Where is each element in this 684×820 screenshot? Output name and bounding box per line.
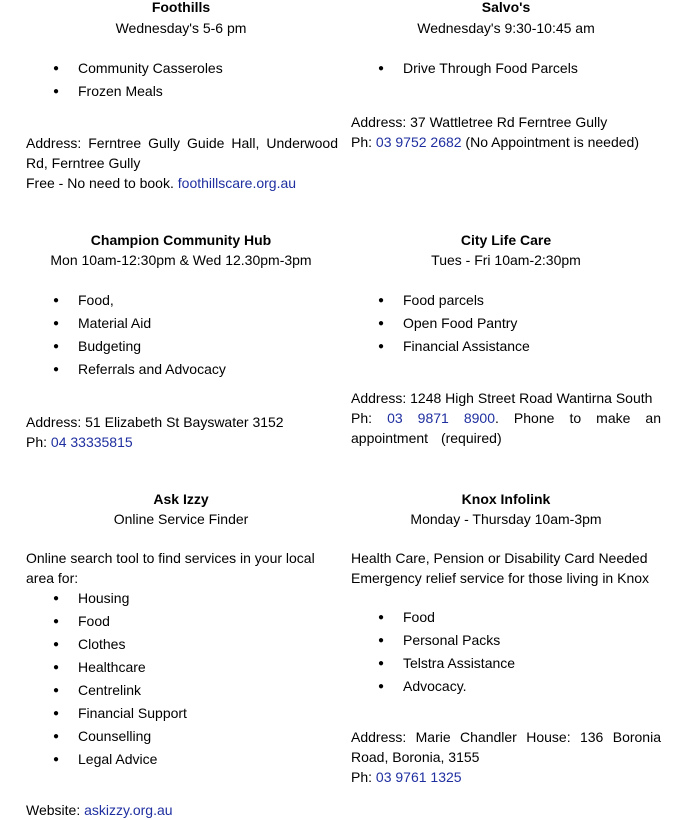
knox-phone-line xyxy=(351,767,661,787)
foothills-booking-note xyxy=(26,173,338,193)
foothills-title: Foothills xyxy=(151,0,211,15)
champion-title: Champion Community Hub xyxy=(90,232,272,248)
citylife-address: Address: 1248 High Street Road Wantirna South xyxy=(351,390,653,406)
salvos-title: Salvo's xyxy=(481,0,531,15)
list-item: ● Advocacy. xyxy=(351,675,661,698)
salvos-phone-label: Ph: xyxy=(351,134,376,150)
list-item: ● Drive Through Food Parcels xyxy=(351,57,661,80)
knox-eligibility: Emergency relief service for those living in Knox xyxy=(351,570,650,586)
citylife-phone-link[interactable]: 03 9871 8900 xyxy=(387,410,495,426)
list-item: ● Community Casseroles xyxy=(26,57,336,80)
knox-services-list xyxy=(351,606,661,698)
list-item: ● Counselling xyxy=(26,725,336,748)
list-item: ● Material Aid xyxy=(26,312,336,335)
salvos-address: Address: 37 Wattletree Rd Ferntree Gully xyxy=(351,114,608,130)
citylife-hours: Tues - Fri 10am-2:30pm xyxy=(431,252,581,268)
askizzy-services-list xyxy=(26,587,336,771)
champion-services-list xyxy=(26,289,336,381)
list-item: ● Financial Assistance xyxy=(351,335,661,358)
champion-phone-link[interactable]: 04 33335815 xyxy=(50,434,133,450)
foothills-note-text: Free - No need to book. xyxy=(26,175,178,191)
champion-hours: Mon 10am-12:30pm & Wed 12.30pm-3pm xyxy=(50,252,312,268)
citylife-services-list xyxy=(351,289,661,358)
list-item: ● Food, xyxy=(26,289,336,312)
askizzy-subtitle: Online Service Finder xyxy=(113,511,249,527)
askizzy-title: Ask Izzy xyxy=(153,491,209,507)
list-item: ● Financial Support xyxy=(26,702,336,725)
citylife-phone-line xyxy=(351,408,661,448)
champion-phone-label: Ph: xyxy=(26,434,51,450)
knox-phone-link[interactable]: 03 9761 1325 xyxy=(375,769,462,785)
list-item: ● Centrelink xyxy=(26,679,336,702)
list-item: ● Frozen Meals xyxy=(26,80,336,103)
knox-card-requirement: Health Care, Pension or Disability Card Needed xyxy=(351,550,648,566)
champion-phone-line xyxy=(26,432,336,452)
askizzy-intro: Online search tool to find services in your local area for: xyxy=(26,550,315,586)
citylife-title: City Life Care xyxy=(460,232,552,248)
knox-phone-label: Ph: xyxy=(351,769,376,785)
foothills-website-link[interactable]: foothillscare.org.au xyxy=(177,175,297,191)
list-item: ● Referrals and Advocacy xyxy=(26,358,336,381)
list-item: ● Healthcare xyxy=(26,656,336,679)
salvos-phone-note: (No Appointment is needed) xyxy=(461,134,639,150)
citylife-phone-label: Ph: xyxy=(351,410,388,426)
citylife-phone-note: . Phone to make an appointment (required) xyxy=(351,410,662,446)
knox-title: Knox Infolink xyxy=(461,491,551,507)
askizzy-website-line xyxy=(26,800,336,820)
knox-hours: Monday - Thursday 10am-3pm xyxy=(410,511,602,527)
champion-address: Address: 51 Elizabeth St Bayswater 3152 xyxy=(26,414,284,430)
knox-address: Address: Marie Chandler House: 136 Boronia Road, Boronia, 3155 xyxy=(351,729,661,765)
list-item: ● Housing xyxy=(26,587,336,610)
list-item: ● Food xyxy=(351,606,661,629)
list-item: ● Legal Advice xyxy=(26,748,336,771)
list-item: ● Personal Packs xyxy=(351,629,661,652)
salvos-hours: Wednesday's 9:30-10:45 am xyxy=(417,20,595,36)
salvos-phone-line xyxy=(351,132,671,152)
askizzy-website-label: Website: xyxy=(26,802,85,818)
salvos-services-list xyxy=(351,57,661,80)
list-item: ● Food parcels xyxy=(351,289,661,312)
list-item: ● Budgeting xyxy=(26,335,336,358)
askizzy-website-link[interactable]: askizzy.org.au xyxy=(84,802,173,818)
list-item: ● Telstra Assistance xyxy=(351,652,661,675)
foothills-address: Address: Ferntree Gully Guide Hall, Underwood Rd, Ferntree Gully xyxy=(26,135,338,171)
foothills-services-list xyxy=(26,57,336,103)
salvos-phone-link[interactable]: 03 9752 2682 xyxy=(375,134,462,150)
list-item: ● Clothes xyxy=(26,633,336,656)
list-item: ● Food xyxy=(26,610,336,633)
foothills-hours: Wednesday's 5-6 pm xyxy=(115,20,247,36)
list-item: ● Open Food Pantry xyxy=(351,312,661,335)
